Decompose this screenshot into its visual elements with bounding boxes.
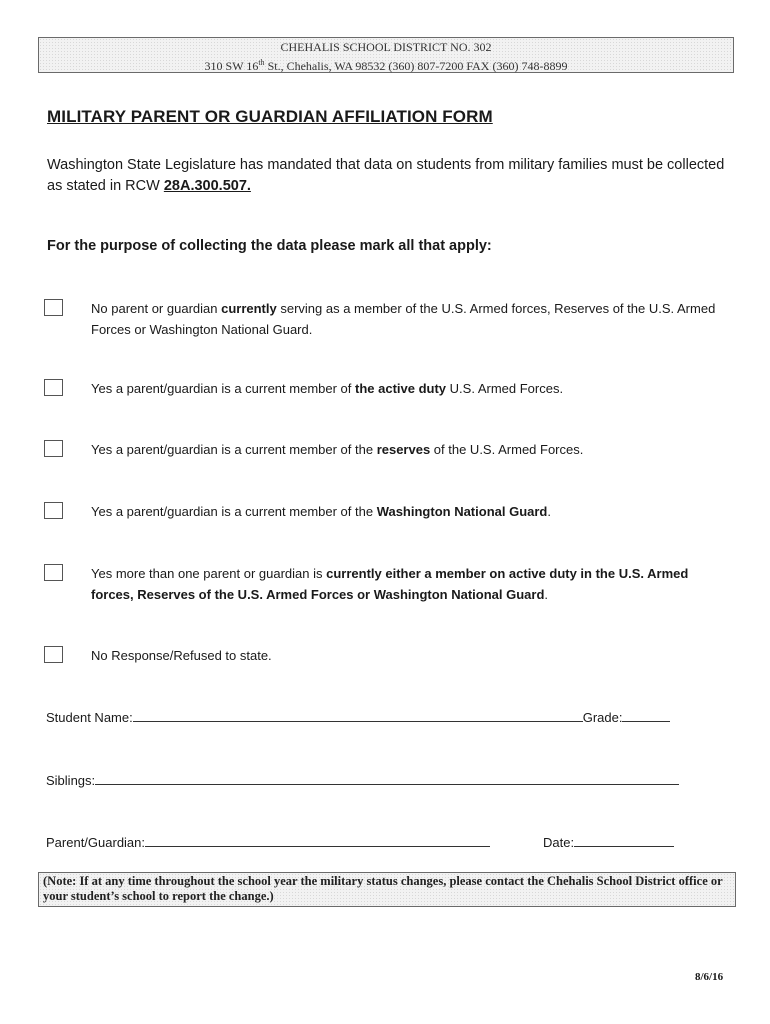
district-name: CHEHALIS SCHOOL DISTRICT NO. 302 [280,40,492,54]
grade-input[interactable] [622,709,670,722]
student-name-label: Student Name: [46,710,133,725]
option-label: No parent or guardian currently serving as a member of the U.S. Armed forces, Reserves of the U.S. Armed Forces or Washington National Guard. [91,301,716,337]
address-contact: St., Chehalis, WA 98532 (360) 807-7200 FAX (360) 748-8899 [264,59,568,73]
intro-paragraph [47,155,727,197]
option-checkbox[interactable] [44,440,63,457]
instruction-text: For the purpose of collecting the data please mark all that apply: [47,238,492,254]
intro-text: Washington State Legislature has mandated that data on students from military families must be collected as stated in RCW [47,157,725,194]
status-change-note: (Note: If at any time throughout the school year the military status changes, please contact the Chehalis School District office or your student’s school to report the change.) [38,872,736,907]
siblings-input[interactable] [95,772,679,785]
district-header [38,37,734,73]
siblings-row [46,772,679,788]
address-ordinal: th [258,58,265,67]
option-checkbox[interactable] [44,502,63,519]
parent-guardian-row [46,834,490,850]
option-label: Yes a parent/guardian is a current member of the Washington National Guard. [91,504,551,519]
address-street: 310 SW 16 [204,59,259,73]
option-checkbox[interactable] [44,646,63,663]
student-name-input[interactable] [133,709,583,722]
option-checkbox[interactable] [44,564,63,581]
parent-guardian-input[interactable] [145,834,490,847]
student-name-row [46,709,670,725]
revision-date: 8/6/16 [695,971,724,983]
district-address [39,55,733,74]
option-label: Yes a parent/guardian is a current member of the reserves of the U.S. Armed Forces. [91,442,584,457]
parent-guardian-label: Parent/Guardian: [46,835,146,850]
date-input[interactable] [574,834,674,847]
siblings-label: Siblings: [46,773,96,788]
rcw-reference-link[interactable]: 28A.300.507. [163,178,251,194]
date-label: Date: [543,835,575,850]
option-checkbox[interactable] [44,299,63,316]
date-row [543,834,674,850]
grade-label: Grade: [582,710,623,725]
option-checkbox[interactable] [44,379,63,396]
option-label: Yes a parent/guardian is a current member of the active duty U.S. Armed Forces. [91,381,564,396]
option-label: Yes more than one parent or guardian is currently either a member on active duty in the U.S. Armed forces, Reserves of the U.S. Armed Forces or Washington National Guard. [91,566,689,602]
option-label: No Response/Refused to state. [91,648,272,663]
form-title: MILITARY PARENT OR GUARDIAN AFFILIATION FORM [47,107,493,126]
